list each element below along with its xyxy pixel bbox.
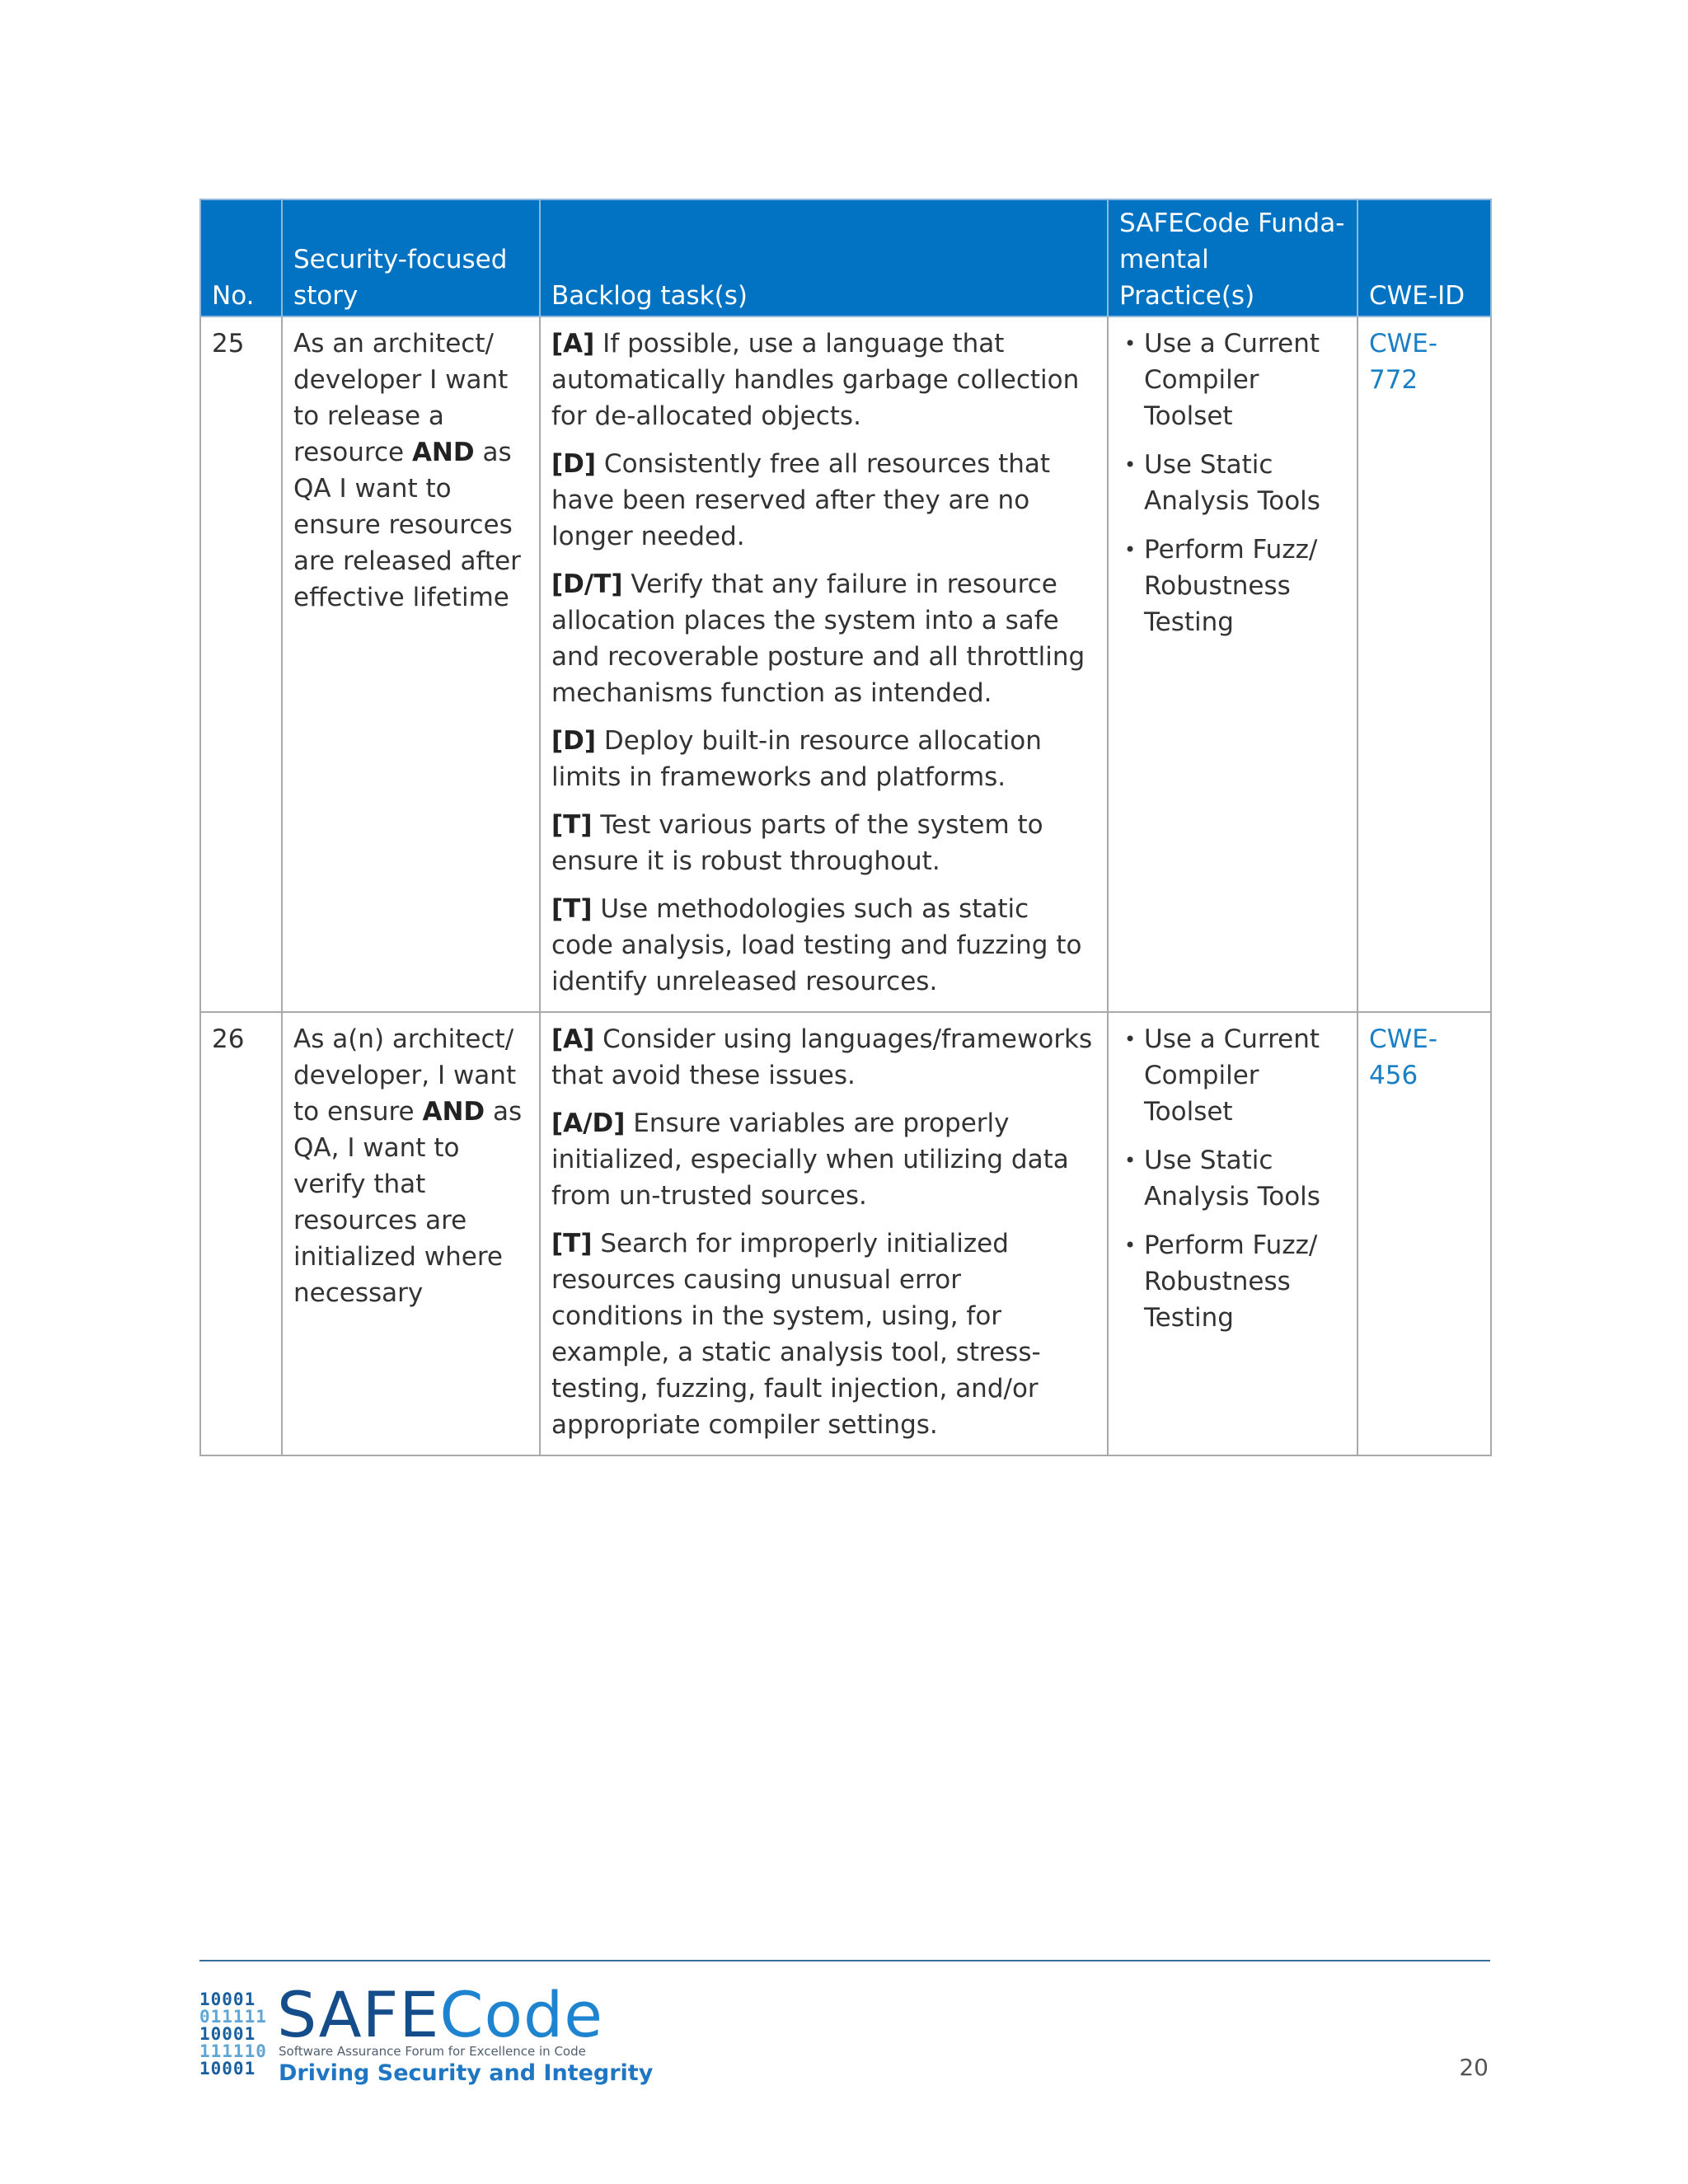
task-role-tag: [D] [551, 726, 597, 756]
task-role-tag: [A] [551, 1024, 595, 1054]
practice-item: • Use Static Analysis Tools [1119, 447, 1346, 519]
task-text: Test various parts of the system to ensure it is robust throughout. [551, 810, 1043, 876]
header-cwe: CWE-ID [1357, 199, 1491, 316]
task-text: Search for improperly initialized resources causing unusual error conditions in the system, using, for example, a static analysis tool, stress-testing, fuzzing, fault injection, and/or appropriate compiler settings. [551, 1229, 1041, 1440]
header-practices: SAFECode Fundamental Practice(s) [1108, 199, 1357, 316]
practice-item: • Use a Current Compiler Toolset [1119, 1021, 1346, 1130]
header-tasks: Backlog task(s) [540, 199, 1108, 316]
backlog-task [551, 807, 1096, 879]
task-role-tag: [D/T] [551, 569, 623, 599]
backlog-task [551, 891, 1096, 1000]
task-role-tag: [T] [551, 1229, 593, 1258]
task-text: Consider using languages/frameworks that avoid these issues. [551, 1024, 1093, 1090]
task-role-tag: [A/D] [551, 1108, 626, 1138]
backlog-tasks [540, 316, 1108, 1012]
page-number: 20 [1459, 2054, 1489, 2081]
backlog-task [551, 566, 1096, 711]
backlog-task [551, 1105, 1096, 1214]
practice-item: • Perform Fuzz/ Robustness Testing [1119, 1227, 1346, 1336]
task-role-tag: [D] [551, 449, 597, 479]
task-text: Verify that any failure in resource allocation places the system into a safe and recoverable posture and all throttling mechanisms function as intended. [551, 569, 1085, 708]
task-text: Deploy built-in resource allocation limits in frameworks and platforms. [551, 726, 1042, 792]
row-number: 26 [200, 1012, 282, 1455]
backlog-task [551, 446, 1096, 555]
task-text: Ensure variables are properly initialized, especially when utilizing data from un-trusted sources. [551, 1108, 1069, 1211]
logo-binary-mark: 10001 011111 10001 111110 10001 [199, 1990, 267, 2079]
task-text: Consistently free all resources that have been reserved after they are no longer needed. [551, 449, 1051, 551]
task-role-tag: [T] [551, 894, 593, 924]
security-stories-table [199, 199, 1492, 1456]
header-story: Security-focused story [282, 199, 540, 316]
practice-item: • Perform Fuzz/ Robustness Testing [1119, 532, 1346, 640]
backlog-task [551, 326, 1096, 434]
table-body [200, 316, 1491, 1455]
story-text: as QA I want to ensure resources are released after effective lifetime [293, 438, 521, 612]
backlog-task [551, 1226, 1096, 1443]
story-text: as QA, I want to verify that resources are initialized where necessary [293, 1097, 523, 1308]
story-emphasis: AND [411, 438, 475, 467]
logo-wordmark: SAFECode [277, 1978, 603, 2051]
task-text: If possible, use a language that automatically handles garbage collection for de-allocated objects. [551, 329, 1080, 431]
backlog-tasks [540, 1012, 1108, 1455]
task-role-tag: [T] [551, 810, 593, 840]
story-emphasis: AND [422, 1097, 485, 1127]
practice-item: • Use Static Analysis Tools [1119, 1142, 1346, 1215]
footer-divider [199, 1960, 1490, 1961]
logo-subtitle: Software Assurance Forum for Excellence in Code [279, 2044, 586, 2059]
table-row [200, 316, 1491, 1012]
practices-list [1119, 326, 1346, 640]
header-no: No. [200, 199, 282, 316]
task-text: Use methodologies such as static code analysis, load testing and fuzzing to identify unreleased resources. [551, 894, 1082, 996]
security-story [282, 1012, 540, 1455]
cwe-id-cell [1357, 1012, 1491, 1455]
story-text: As a(n) architect/ developer, I want to ensure [293, 1024, 517, 1127]
cwe-id-cell [1357, 316, 1491, 1012]
practice-item: • Use a Current Compiler Toolset [1119, 326, 1346, 434]
security-story [282, 316, 540, 1012]
backlog-task [551, 1021, 1096, 1094]
backlog-task [551, 723, 1096, 795]
practices-list [1119, 1021, 1346, 1336]
logo-tagline: Driving Security and Integrity [279, 2060, 654, 2086]
task-role-tag: [A] [551, 329, 595, 359]
safecode-logo [199, 1978, 654, 2086]
table-header-row [200, 199, 1491, 316]
fundamental-practices [1108, 1012, 1357, 1455]
story-text: As an architect/ developer I want to release a resource [293, 329, 509, 467]
fundamental-practices [1108, 316, 1357, 1012]
cwe-link[interactable]: CWE-456 [1369, 1024, 1438, 1090]
row-number: 25 [200, 316, 282, 1012]
cwe-link[interactable]: CWE-772 [1369, 329, 1438, 395]
table-row [200, 1012, 1491, 1455]
